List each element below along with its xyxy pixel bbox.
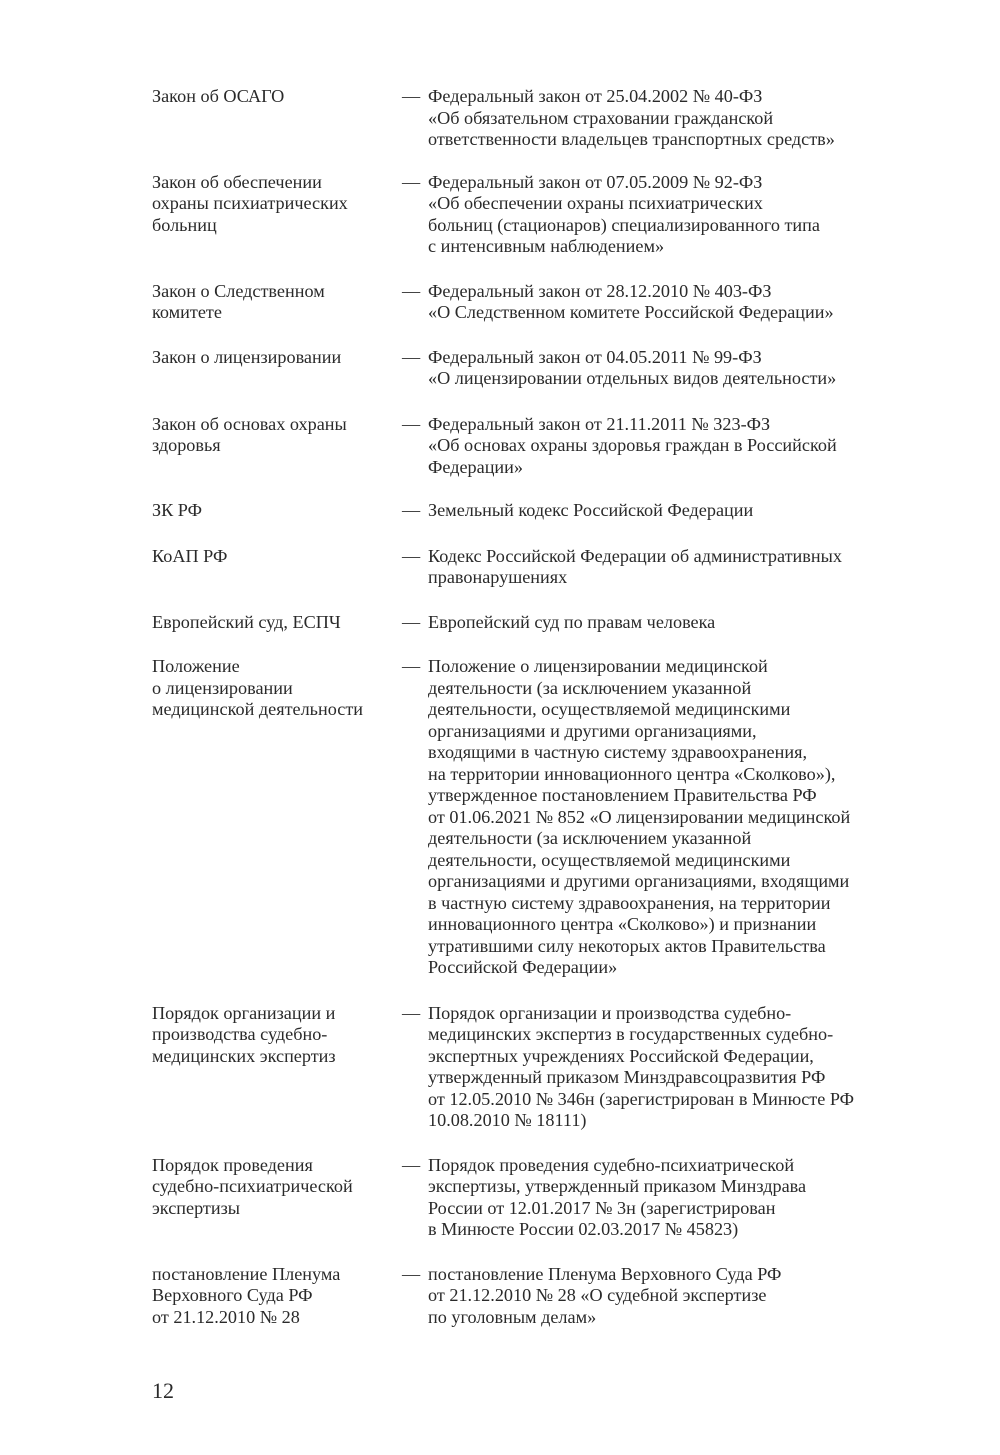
abbreviation-definition: Федеральный закон от 28.12.2010 № 403-ФЗ «О Следственном комитете Российской Федерации» xyxy=(428,280,834,322)
abbreviation-entry-osago xyxy=(152,86,922,151)
abbreviation-term: КоАП РФ xyxy=(152,545,228,566)
em-dash: — xyxy=(402,346,421,367)
abbreviation-term: ЗК РФ xyxy=(152,500,202,520)
em-dash: — xyxy=(402,1263,421,1284)
abbreviation-entry-licensing xyxy=(152,347,922,390)
abbreviation-entry-medical-licensing-regulation xyxy=(152,656,922,979)
abbreviation-term: Европейский суд, ЕСПЧ xyxy=(152,611,341,632)
abbreviation-definition: Федеральный закон от 04.05.2011 № 99-ФЗ «О лицензировании отдельных видов деятельности» xyxy=(428,346,837,388)
abbreviation-entry-forensic-psychiatric-procedure xyxy=(152,1155,922,1241)
abbreviation-definition: Федеральный закон от 25.04.2002 № 40-ФЗ «Об обязательном страховании гражданской ответственности владельцев транспортных средств» xyxy=(428,86,835,149)
em-dash: — xyxy=(402,500,421,520)
abbreviation-entry-psych-hospitals xyxy=(152,172,922,258)
em-dash: — xyxy=(402,280,421,301)
em-dash: — xyxy=(402,1002,421,1023)
abbreviation-definition: Земельный кодекс Российской Федерации xyxy=(428,500,754,520)
abbreviation-entry-investigative-committee xyxy=(152,281,922,324)
em-dash: — xyxy=(402,413,421,434)
abbreviation-term: Порядок организации и производства судебно- медицинских экспертиз xyxy=(152,1002,336,1066)
abbreviation-entry-forensic-medical-procedure xyxy=(152,1003,922,1132)
abbreviation-definition: Европейский суд по правам человека xyxy=(428,611,716,632)
abbreviation-term: Порядок проведения судебно-психиатрической экспертизы xyxy=(152,1154,353,1218)
em-dash: — xyxy=(402,656,421,676)
abbreviation-term: постановление Пленума Верховного Суда РФ от 21.12.2010 № 28 xyxy=(152,1263,341,1327)
abbreviation-entry-supreme-court-plenum xyxy=(152,1264,922,1329)
abbreviation-term: Закон об обеспечении охраны психиатрических больниц xyxy=(152,171,348,235)
abbreviations-list xyxy=(152,86,922,1328)
abbreviation-term: Закон о лицензировании xyxy=(152,346,342,367)
abbreviation-term: Закон о Следственном комитете xyxy=(152,280,325,322)
em-dash: — xyxy=(402,86,421,106)
abbreviation-definition: Федеральный закон от 21.11.2011 № 323-ФЗ «Об основах охраны здоровья граждан в Российской Федерации» xyxy=(428,413,837,477)
abbreviation-term: Закон об основах охраны здоровья xyxy=(152,413,347,455)
em-dash: — xyxy=(402,1154,421,1175)
abbreviation-term: Положение о лицензировании медицинской деятельности xyxy=(152,656,364,719)
abbreviation-definition: постановление Пленума Верховного Суда РФ от 21.12.2010 № 28 «О судебной экспертизе по уголовным делам» xyxy=(428,1263,782,1327)
abbreviation-definition: Порядок проведения судебно-психиатрической экспертизы, утвержденный приказом Минздрава России от 12.01.2017 № 3н (зарегистрирован в Минюсте России 02.03.2017 № 45823) xyxy=(428,1154,807,1239)
abbreviation-entry-koap xyxy=(152,546,922,589)
page-number: 12 xyxy=(152,1378,174,1403)
abbreviation-entry-land-code xyxy=(152,500,922,522)
em-dash: — xyxy=(402,545,421,566)
abbreviation-definition: Федеральный закон от 07.05.2009 № 92-ФЗ «Об обеспечении охраны психиатрических больниц (стационаров) специализированного типа с интенсивным наблюдением» xyxy=(428,171,820,256)
abbreviation-term: Закон об ОСАГО xyxy=(152,86,285,106)
em-dash: — xyxy=(402,611,421,632)
abbreviation-definition: Положение о лицензировании медицинской деятельности (за исключением указанной деятельности, осуществляемой медицинскими организациями и другими организациями, входящими в частную систему здравоохранения, на территории инновационного центра «Сколково»), утвержденное постановлением Правительства РФ от 01.06.2021 № 852 «О лицензировании медицинской деятельности (за исключением указанной деятельности, осуществляемой медицинскими организациями и другими организациями, входящими в частную систему здравоохранения, на территории инновационного центра «Сколково») и признании утратившими силу некоторых актов Правительства Российской Федерации» xyxy=(428,656,851,977)
abbreviation-definition: Порядок организации и производства судебно- медицинских экспертиз в государственных судебно- экспертных учреждениях Российской Федерации, утвержденный приказом Минздравсоцразвития РФ от 12.05.2010 № 346н (зарегистрирован в Минюсте РФ 10.08.2010 № 18111) xyxy=(428,1002,855,1130)
abbreviation-entry-echr xyxy=(152,612,922,634)
abbreviation-entry-health-protection xyxy=(152,414,922,479)
em-dash: — xyxy=(402,171,421,192)
abbreviation-definition: Кодекс Российской Федерации об административных правонарушениях xyxy=(428,545,842,587)
